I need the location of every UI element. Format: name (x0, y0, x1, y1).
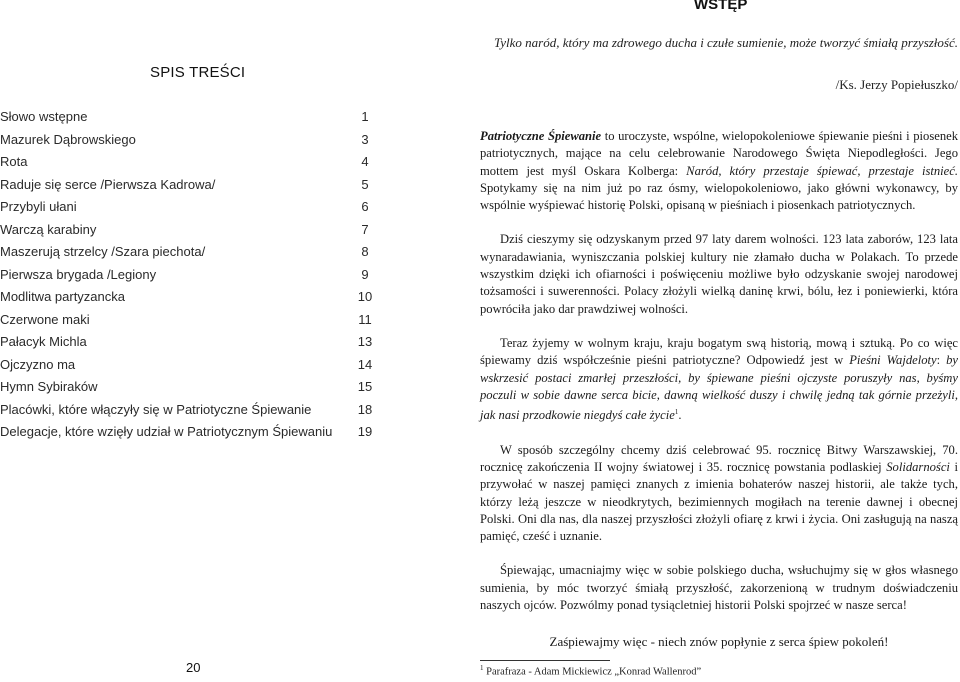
toc-entry-page: 4 (361, 154, 369, 169)
page-number: 20 (186, 660, 201, 675)
toc-entry-page: 13 (357, 334, 373, 349)
toc-entry-page: 5 (361, 176, 369, 192)
toc-entry-title: Raduje się serce /Pierwsza Kadrowa/ (0, 176, 216, 192)
toc-entry-page: 6 (361, 199, 369, 214)
toc-entry[interactable] (0, 151, 380, 174)
paragraph-1: Patriotyczne Śpiewanie to uroczyste, wspólne, wielopokoleniowe śpiewanie pieśni i piosenek patriotycznych, mające na celu celebrowanie Narodowego Święta Niepodległości. Jego mottem jest myśl Oskara Kolberga: Naród, który przestaje śpiewać, przestaje istnieć. Spotykamy się na nim już po raz ósmy, wielopokoleniowo, jako główni wykonawcy, by wspólnie wyśpiewać historię Polski, opisaną w pieśniach i piosenkach patriotycznych. (480, 129, 958, 213)
toc-entry-page: 8 (361, 244, 369, 259)
toc-entry[interactable] (0, 421, 380, 444)
toc-entry[interactable] (0, 399, 380, 422)
toc-entry-title: Maszerują strzelcy /Szara piechota/ (0, 244, 206, 259)
closing-line: Zaśpiewajmy więc - niech znów popłynie z serca śpiew pokoleń! (549, 634, 889, 650)
toc-entry-title: Rota (0, 154, 28, 169)
paragraph-2: Dziś cieszymy się odzyskanym przed 97 laty darem wolności. 123 lata zaborów, 123 lata wynaradawiania, wyniszczania polskiej kultury nie złamało ducha w Polakach. To przede wszystkim dzięki ich ofiarności i poświęceniu możliwe było odzyskanie swojej narodowej tożsamości i suwerenności. Polacy złożyli wielką daninę krwi, bólu, łez i poniewierki, która powróciła jako dar prawdziwej wolności. (480, 232, 958, 316)
introduction-text (480, 128, 958, 651)
toc-entry[interactable] (0, 106, 380, 129)
toc-entry-title: Ojczyzno ma (0, 356, 76, 372)
toc-entry[interactable] (0, 241, 380, 264)
toc-entry-title: Hymn Sybiraków (0, 379, 98, 394)
toc-entry-page: 7 (361, 221, 369, 237)
toc-entry[interactable] (0, 286, 380, 309)
event-name: Patriotyczne Śpiewanie (480, 129, 602, 143)
table-of-contents (0, 106, 380, 444)
toc-entry-page: 10 (357, 289, 373, 304)
footnote-mark: 1 (480, 664, 484, 672)
toc-entry[interactable] (0, 196, 380, 219)
toc-entry[interactable] (0, 376, 380, 399)
paragraph-5: Śpiewając, umacniajmy więc w sobie polskiego ducha, wsłuchujmy się w głos własnego sumienia, by móc tworzyć śmiałą przyszłość, zakorzenioną w trudnym doświadczeniu naszych ojców. Pozwólmy ponad tysiącletniej historii Polski spojrzeć w nasze serca! (480, 563, 958, 613)
toc-entry-title: Placówki, które włączyły się w Patriotyczne Śpiewanie (0, 401, 312, 417)
toc-entry-title: Słowo wstępne (0, 109, 88, 124)
toc-entry[interactable] (0, 309, 380, 332)
motto: Tylko naród, który ma zdrowego ducha i czułe sumienie, może tworzyć śmiałą przyszłość. (494, 35, 958, 50)
footnote-text: Parafraza - Adam Mickiewicz „Konrad Wallenrod” (483, 666, 702, 678)
right-page (480, 0, 960, 682)
toc-entry[interactable] (0, 331, 380, 354)
wajdelota-quote: by wskrzesić postaci zmarłej przeszłości, by śpiewane pieśni ojczyste poruszyły nas, byśmy poczuli w sobie dawne serca bicie, dawną wielkość duszy i chwilę jedną tak górnie przeżyli, jak nasi przodkowie niegdyś całe życie (480, 353, 959, 423)
kolberg-quote: Naród, który przestaje śpiewać, przestaje istnieć. (686, 163, 958, 178)
toc-entry-page: 18 (357, 401, 373, 417)
toc-entry-title: Mazurek Dąbrowskiego (0, 131, 136, 147)
footnote-reference[interactable]: 1 (674, 408, 679, 417)
toc-entry[interactable] (0, 354, 380, 377)
toc-entry[interactable] (0, 174, 380, 197)
toc-entry[interactable] (0, 264, 380, 287)
toc-entry-page: 1 (361, 109, 369, 124)
source-title: Pieśni Wajdeloty (849, 353, 937, 368)
page-heading: WSTĘP (694, 0, 748, 13)
toc-title: SPIS TREŚCI (150, 64, 246, 81)
toc-entry-title: Przybyli ułani (0, 199, 77, 214)
toc-entry-title: Delegacje, które wzięły udział w Patriotycznym Śpiewaniu (0, 424, 333, 439)
toc-entry-page: 15 (357, 379, 373, 394)
toc-entry-title: Pierwsza brygada /Legiony (0, 266, 157, 282)
toc-entry-page: 9 (361, 266, 369, 282)
toc-entry[interactable] (0, 219, 380, 242)
toc-entry-title: Pałacyk Michla (0, 334, 87, 349)
toc-entry-title: Modlitwa partyzancka (0, 289, 125, 304)
toc-entry-title: Czerwone maki (0, 311, 90, 327)
footnote (480, 664, 701, 678)
toc-entry-title: Warczą karabiny (0, 221, 97, 237)
toc-entry-page: 14 (357, 356, 373, 372)
toc-entry-page: 19 (357, 424, 373, 439)
toc-entry-page: 11 (358, 311, 372, 327)
paragraph-4: W sposób szczególny chcemy dziś celebrować 95. rocznicę Bitwy Warszawskiej, 70. rocznicę zakończenia II wojny światowej i 35. rocznicę powstania podlaskiej Solidarności i przywołać w naszej pamięci znanych z imienia bohaterów naszej historii, ale także tych, którzy leżą jeszcze w nieodkrytych, bezimiennych mogiłach na terenie dawnej i obecnej Polski. Oni dla nas, dla naszej przyszłości złożyli ofiarę z krwi i życia. Oni zasługują na naszą pamięć, cześć i uznanie. (480, 442, 958, 544)
toc-entry[interactable] (0, 129, 380, 152)
solidarnosc-name: Solidarności (886, 459, 950, 474)
footnote-separator (480, 660, 610, 661)
motto-author: /Ks. Jerzy Popiełuszko/ (835, 77, 958, 92)
paragraph-3: Teraz żyjemy w wolnym kraju, kraju bogatym swą historią, mową i sztuką. Po co więc śpiewamy dziś współcześnie pieśni patriotyczne? Odpowiedź jest w Pieśni Wajdeloty: by wskrzesić postaci zmarłej przeszłości, by śpiewane pieśni ojczyste poruszyły nas, byśmy poczuli w sobie dawne serca bicie, dawną wielkość duszy i chwilę jedną tak górnie przeżyli, jak nasi przodkowie niegdyś całe życie$^1$. (480, 335, 959, 423)
toc-entry-page: 3 (361, 131, 369, 147)
